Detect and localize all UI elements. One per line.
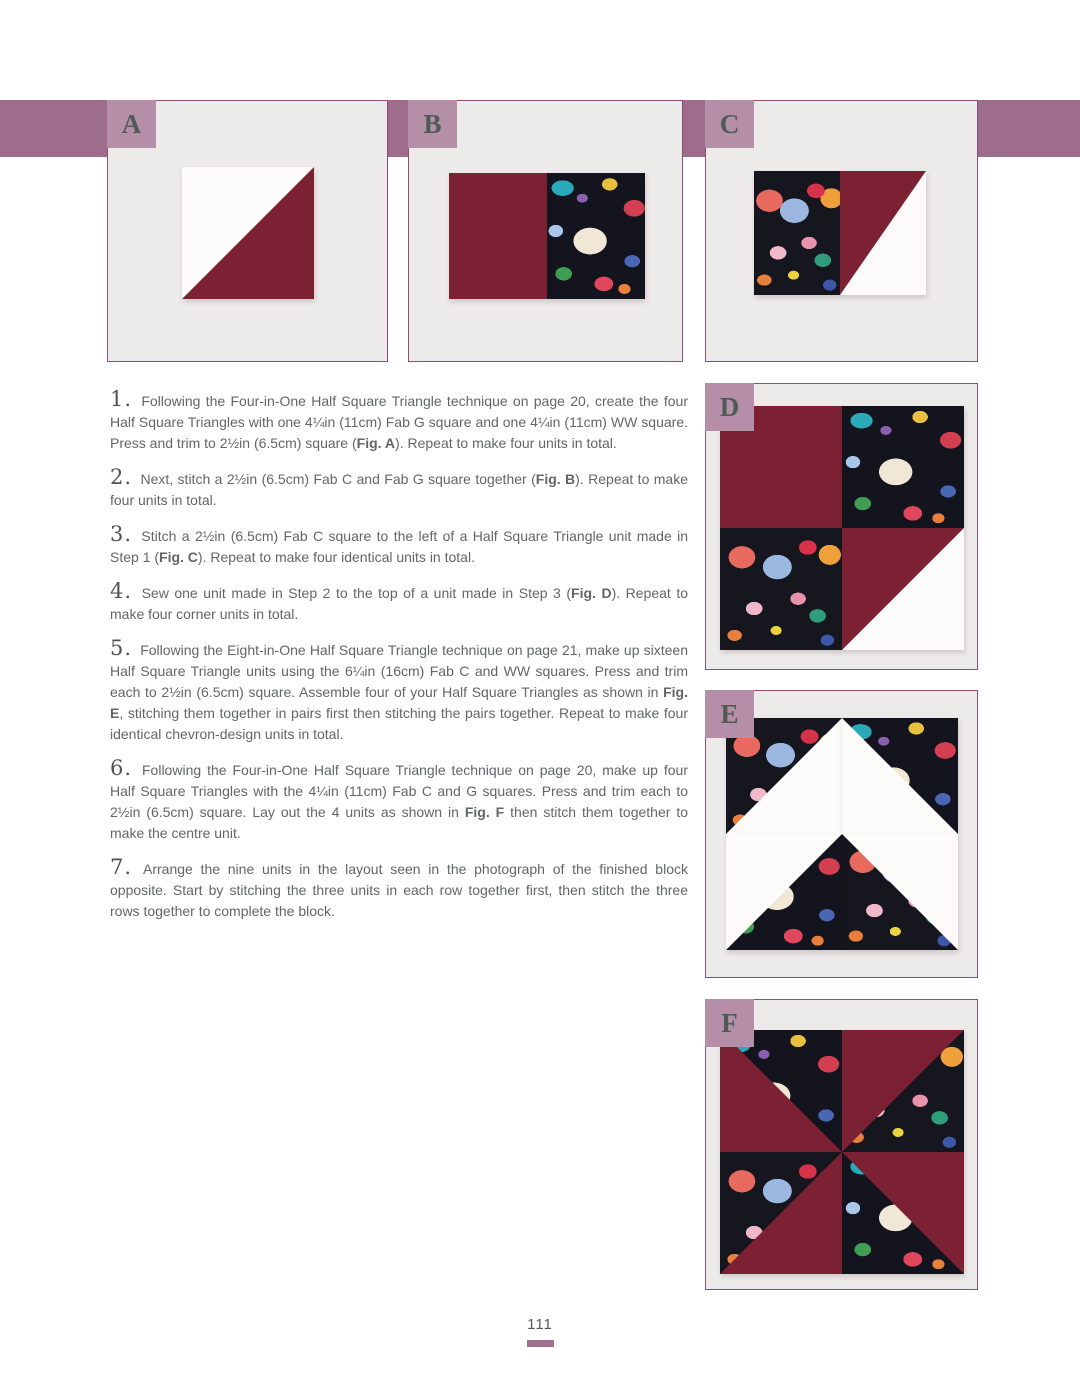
figure-panel-b (408, 100, 683, 362)
step-number: 3. (110, 522, 133, 546)
instruction-step: 3. Stitch a 2½in (6.5cm) Fab C square to the left of a Half Square Triangle unit made in Step 1 (Fig. C). Repeat to make four identical units in total. (110, 522, 688, 565)
hst-maroon-floral (720, 1152, 842, 1274)
instruction-step: 2. Next, stitch a 2½in (6.5cm) Fab C and Fab G square together (Fig. B). Repeat to make four units in total. (110, 465, 689, 508)
step-number: 7. (110, 855, 133, 879)
hst-maroon-white (840, 171, 926, 295)
figure-label-d: D (705, 383, 754, 431)
step-number: 2. (110, 465, 133, 489)
figure-panel-f (705, 999, 978, 1290)
footer-accent-bar (527, 1340, 554, 1347)
hst-maroon-white (842, 528, 964, 650)
figure-panel-a (107, 100, 388, 362)
floral-square (720, 528, 842, 650)
step-number: 4. (110, 579, 133, 603)
instruction-step: 4. Sew one unit made in Step 2 to the top of a unit made in Step 3 (Fig. D). Repeat to make four corner units in total. (110, 579, 689, 622)
instruction-step: 1. Following the Four-in-One Half Square Triangle technique on page 20, create the four Half Square Triangles with one 4¼in (11cm) Fab G square and one 4¼in (11cm) WW square. Press and trim to 2½in (6.5cm) square (Fig. A). Repeat to make four units in total. (110, 387, 688, 451)
hst-white-floral (842, 834, 958, 950)
instructions (110, 387, 689, 937)
figure-label-b: B (408, 100, 457, 148)
maroon-square (449, 173, 547, 299)
instruction-step: 7. Arrange the nine units in the layout seen in the photograph of the finished block opposite. Start by stitching the three units in each row together first, then stitch the three rows together to complete the block. (110, 855, 688, 919)
floral-square (547, 173, 645, 299)
step-number: 1. (110, 387, 133, 411)
figure-panel-e (705, 690, 978, 978)
figure-label-a: A (107, 100, 156, 148)
figure-label-c: C (705, 100, 754, 148)
floral-square (842, 406, 964, 528)
figure-label-e: E (705, 690, 754, 738)
instruction-step: 5. Following the Eight-in-One Half Square Triangle technique on page 21, make up sixteen Half Square Triangle units using the 6¼in (16cm) Fab C and WW squares. Press and trim each to 2½in (6.5cm) square. Assemble four of your Half Square Triangles as shown in Fig. E, stitching them together in pairs first then stitching the pairs together. Repeat to make four identical chevron-design units in total. (110, 636, 689, 742)
step-number: 5. (110, 636, 133, 660)
hst-white-floral (726, 834, 842, 950)
hst-maroon-floral (842, 1030, 964, 1152)
page-footer (0, 1316, 1080, 1347)
floral-square (754, 171, 840, 295)
figure-panel-c (705, 100, 978, 362)
hst-maroon-floral (720, 1030, 842, 1152)
step-number: 6. (110, 756, 133, 780)
page-number: 111 (527, 1316, 553, 1333)
figure-panel-d (705, 383, 978, 670)
hst-white-maroon (182, 167, 314, 299)
figure-label-f: F (705, 999, 754, 1047)
hst-floral-white (842, 718, 958, 834)
hst-maroon-floral (842, 1152, 964, 1274)
instruction-step: 6. Following the Four-in-One Half Square Triangle technique on page 20, make up four Half Square Triangles with the 4¼in (11cm) Fab C and G squares. Press and trim each to 2½in (6.5cm) square. Lay out the 4 units as shown in Fig. F then stitch them together to make the centre unit. (110, 756, 689, 841)
